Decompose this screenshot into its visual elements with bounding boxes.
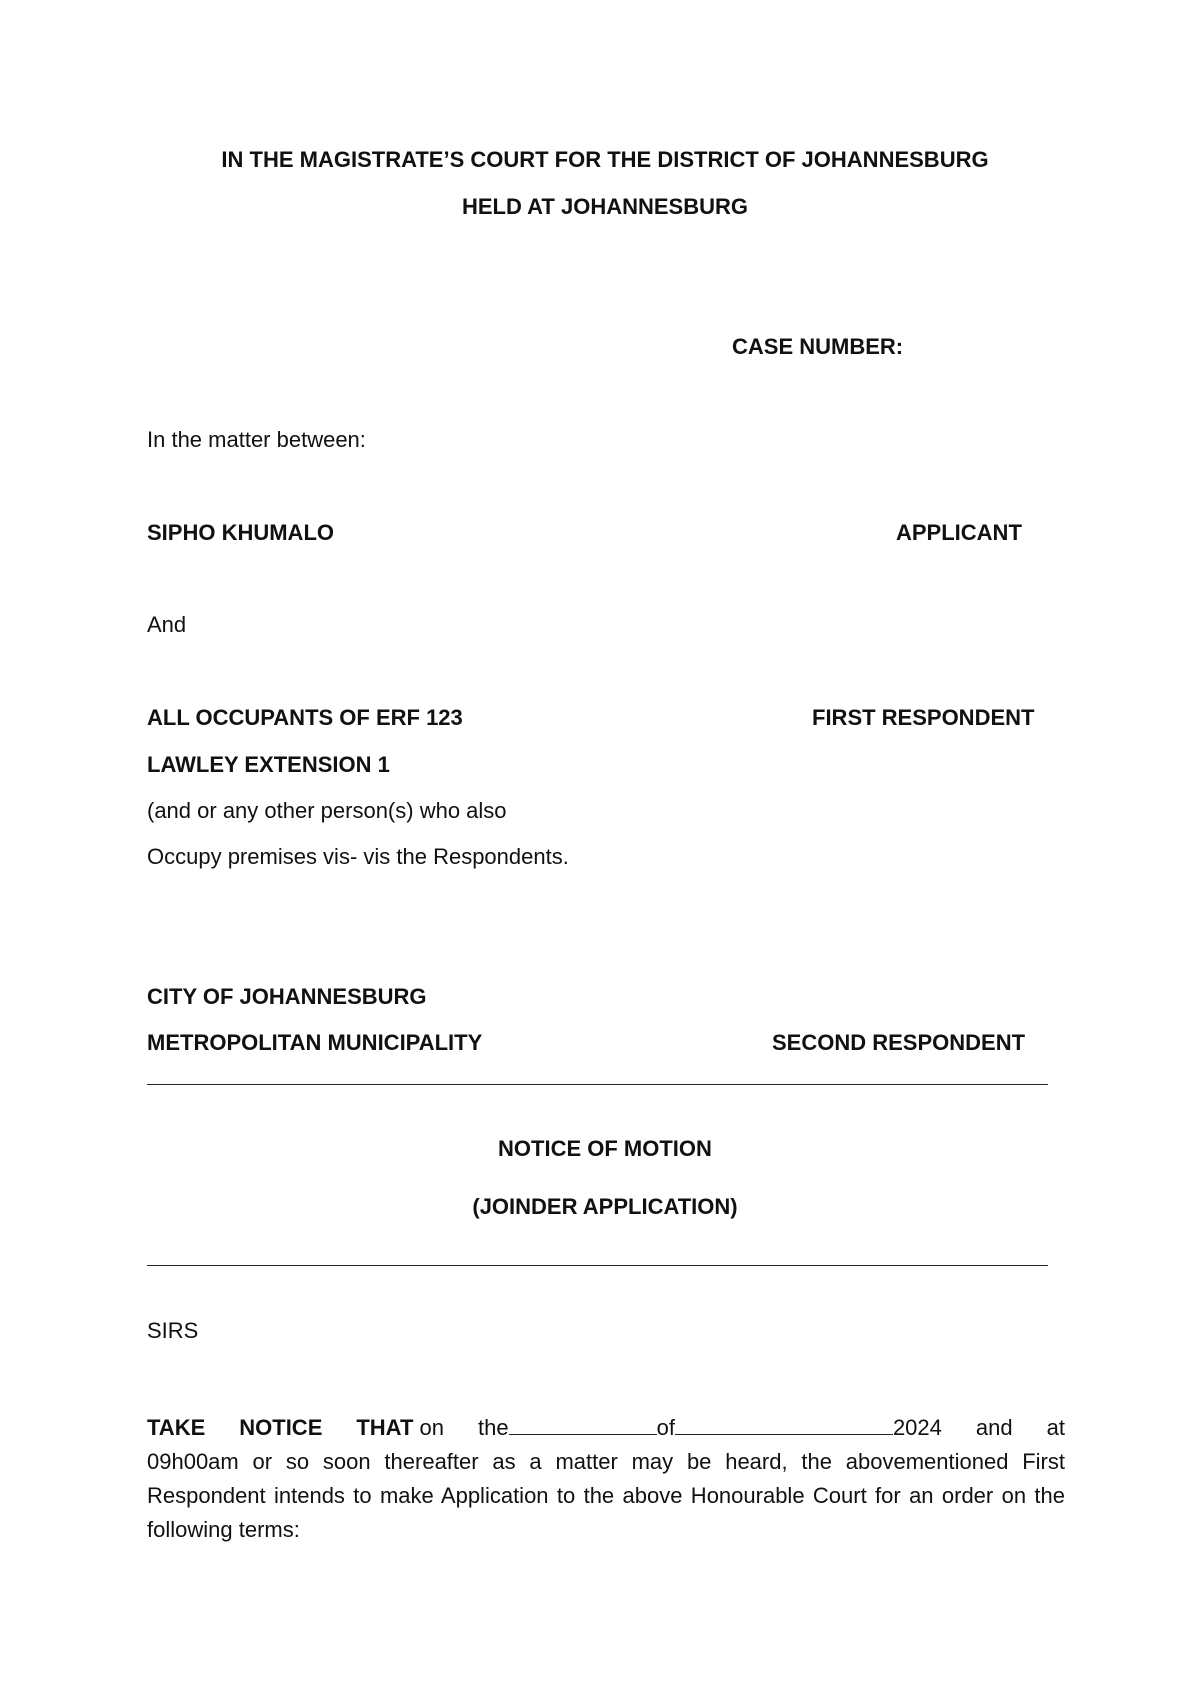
divider-top <box>147 1084 1048 1085</box>
month-blank-field <box>675 1414 893 1435</box>
notice-body-first-line <box>147 1411 1065 1445</box>
word-on: on <box>419 1415 444 1440</box>
salutation: SIRS <box>147 1318 199 1343</box>
day-blank-field <box>509 1414 657 1435</box>
first-respondent-desc-line1: (and or any other person(s) who also <box>147 798 507 823</box>
take-notice-phrase <box>147 1411 205 1445</box>
notice-body-paragraph <box>147 1411 1065 1547</box>
second-respondent-role: SECOND RESPONDENT <box>772 1030 1026 1055</box>
applicant-role: APPLICANT <box>896 520 1022 545</box>
case-number-label: CASE NUMBER: <box>732 334 904 359</box>
first-respondent-name-line1: ALL OCCUPANTS OF ERF 123 <box>147 705 463 730</box>
word-and: and <box>975 1415 1013 1440</box>
word-of: of <box>656 1415 675 1440</box>
notice-subtitle: (JOINDER APPLICATION) <box>472 1194 738 1219</box>
bold-word-take: TAKE <box>147 1415 206 1440</box>
divider-bottom <box>147 1265 1048 1266</box>
bold-word-notice: NOTICE <box>239 1415 323 1440</box>
bold-word-that: THAT <box>356 1415 414 1440</box>
first-respondent-name-line2: LAWLEY EXTENSION 1 <box>147 752 390 777</box>
word-the: the <box>477 1415 509 1440</box>
word-at: at <box>1046 1415 1065 1440</box>
matter-between-text: In the matter between: <box>147 427 366 452</box>
notice-title: NOTICE OF MOTION <box>498 1136 712 1161</box>
held-at-heading: HELD AT JOHANNESBURG <box>461 194 748 219</box>
notice-body-remaining-text: 09h00am or so soon thereafter as a matter may be heard, the abovementioned First Respondent intends to make Application to the above Honourable Court for an order on the following terms: <box>147 1449 1065 1542</box>
applicant-name: SIPHO KHUMALO <box>147 520 334 545</box>
first-respondent-role: FIRST RESPONDENT <box>812 705 1035 730</box>
date-fill-group <box>478 1411 942 1445</box>
bold-that-group <box>356 1411 444 1445</box>
year-text: 2024 <box>892 1415 942 1440</box>
second-respondent-name-line1: CITY OF JOHANNESBURG <box>147 984 427 1009</box>
first-respondent-desc-line2: Occupy premises vis- vis the Respondents. <box>147 844 569 869</box>
second-respondent-name-line2: METROPOLITAN MUNICIPALITY <box>147 1030 483 1055</box>
court-heading: IN THE MAGISTRATE’S COURT FOR THE DISTRICT OF JOHANNESBURG <box>221 147 989 172</box>
and-text: And <box>147 612 187 637</box>
